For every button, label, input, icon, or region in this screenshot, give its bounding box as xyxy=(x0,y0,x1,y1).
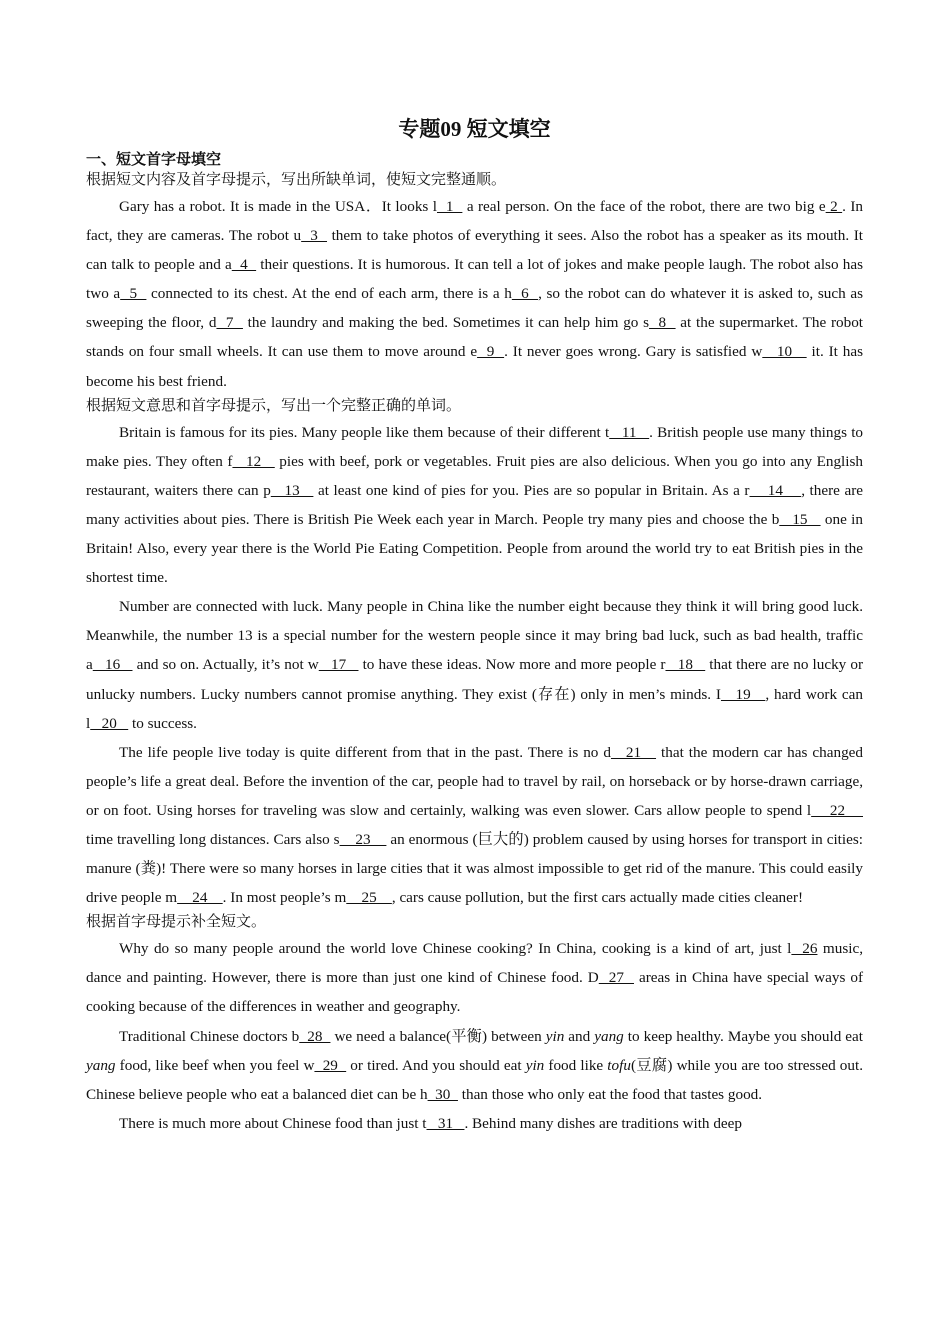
passage-text: to success. xyxy=(128,714,197,732)
passage-numbers xyxy=(86,592,863,737)
passage-text: , so the robot can do whatever it is asked to, such as sweeping the floor, d xyxy=(86,285,864,332)
passage-text: an enormous (巨大的) problem caused by using horses for transport in cities: manure (粪)! There were so many horses in large cities that it was almost impossible to get rid of the manure. This could easily drive people m xyxy=(86,830,863,907)
passage-text: or tired. And you should eat xyxy=(346,1056,526,1074)
passage-text: connected to its chest. At the end of each arm, there is a h xyxy=(146,285,512,303)
passage-text: . British people use many things to make pies. They often f xyxy=(86,423,864,470)
passage-text: areas in China have special ways of cooking because of the differences in weather and geography. xyxy=(86,969,864,1016)
passage-text: and xyxy=(564,1027,595,1045)
answer-blank[interactable]: 24 xyxy=(177,889,223,907)
answer-blank[interactable]: 27 xyxy=(598,969,634,987)
answer-blank[interactable]: 6 xyxy=(511,285,539,303)
passage-text: . It never goes wrong. Gary is satisfied w xyxy=(504,343,763,361)
answer-blank[interactable]: 3 xyxy=(301,227,328,245)
passage-traditions xyxy=(86,1109,863,1138)
answer-blank[interactable]: 2 xyxy=(825,198,843,215)
passage-text: them to take photos of everything it sees. Also the robot has a speaker as its mouth. It can talk to people and a xyxy=(86,227,863,274)
passage-robot xyxy=(86,192,863,396)
answer-blank[interactable]: 13 xyxy=(270,481,314,499)
answer-blank[interactable]: 1 xyxy=(437,198,463,215)
passage-text: at least one kind of pies for you. Pies are so popular in Britain. As a r xyxy=(313,481,750,499)
answer-blank[interactable]: 19 xyxy=(720,685,766,703)
document-page xyxy=(86,112,863,1138)
passage-text: The life people live today is quite different from that in the past. There is no d xyxy=(119,743,611,761)
answer-blank[interactable]: 30 xyxy=(427,1085,458,1103)
passage-text: time travelling long distances. Cars also s xyxy=(86,830,340,848)
page-title: 专题09 短文填空 xyxy=(398,117,551,141)
passage-text: that the modern car has changed people’s life a great deal. Before the invention of the car, people had to travel by rail, on horseback or by horse-drawn carriage, or on foot. Using horses for traveling was slow and certainly, walking was even slower. Cars allow people to spend l xyxy=(86,743,864,819)
passage-text: to keep healthy. Maybe you should eat xyxy=(623,1027,864,1045)
passage-text: it. It has become his best friend. xyxy=(86,343,863,390)
passage-yin-yang xyxy=(86,1022,863,1109)
passage-text: Number are connected with luck. Many people in China like the number eight because they think it will bring good luck. Meanwhile, the number 13 is a special number for the western people since it may bring bad luck, such as bad health, traffic a xyxy=(86,598,863,674)
answer-blank[interactable]: 8 xyxy=(649,314,676,332)
instruction-2: 根据短文意思和首字母提示，写出一个完整正确的单词。 xyxy=(86,397,462,414)
passage-text: . In most people’s m xyxy=(222,889,347,907)
passage-text: a real person. On the face of the robot, there are two big e xyxy=(462,198,826,215)
answer-blank[interactable]: 23 xyxy=(339,830,387,848)
italic-term: yin xyxy=(525,1056,545,1074)
italic-term: yin xyxy=(545,1027,565,1045)
passage-text: their questions. It is humorous. It can tell a lot of jokes and make people laugh. The robot also has two a xyxy=(86,256,863,303)
passage-text: , there are many activities about pies. There is British Pie Week each year in March. People try many pies and choose the b xyxy=(86,481,864,528)
passage-text: to have these ideas. Now more and more people r xyxy=(358,656,666,674)
passage-text: . In fact, they are cameras. The robot u xyxy=(86,198,864,245)
answer-blank[interactable]: 17 xyxy=(318,656,359,674)
answer-blank[interactable]: 4 xyxy=(231,256,257,274)
passage-cars xyxy=(86,738,863,913)
passage-text: at the supermarket. The robot stands on four small wheels. It can use them to move around e xyxy=(86,314,864,361)
passage-text: that there are no lucky or unlucky numbers. Lucky numbers cannot promise anything. They exist (存在) only in men’s minds. I xyxy=(86,656,864,703)
passage-chinese-cooking xyxy=(86,934,863,1021)
passage-text: one in Britain! Also, every year there is the World Pie Eating Competition. People from around the world try to eat British pies in the shortest time. xyxy=(86,510,863,587)
italic-term: tofu xyxy=(607,1056,631,1074)
italic-term: yang xyxy=(594,1027,624,1045)
answer-blank[interactable]: 14 xyxy=(749,481,802,499)
answer-blank[interactable]: 22 xyxy=(811,801,863,819)
answer-blank[interactable]: 26 xyxy=(791,940,818,958)
passage-text: , hard work can l xyxy=(86,685,864,732)
passage-text: music, dance and painting. However, there is more than just one kind of Chinese food. D xyxy=(86,940,863,987)
passage-text: There is much more about Chinese food than just t xyxy=(119,1114,427,1132)
section-heading: 一、短文首字母填空 xyxy=(86,152,222,168)
answer-blank[interactable]: 11 xyxy=(609,423,650,441)
passage-text: (豆腐) while you are too stressed out. Chinese believe people who eat a balanced diet can be h xyxy=(86,1056,864,1103)
passage-text: Gary has a robot. It is made in the USA．It looks l xyxy=(119,198,437,215)
answer-blank[interactable]: 18 xyxy=(665,656,706,674)
answer-blank[interactable]: 7 xyxy=(216,314,243,332)
answer-blank[interactable]: 29 xyxy=(314,1056,347,1074)
passage-text: pies with beef, pork or vegetables. Fruit pies are also delicious. When you go into any English restaurant, waiters there can p xyxy=(86,452,863,499)
passage-text: , cars cause pollution, but the first cars actually made cities cleaner! xyxy=(391,889,804,907)
answer-blank[interactable]: 15 xyxy=(779,510,821,528)
passage-text: and so on. Actually, it’s not w xyxy=(132,656,319,674)
passage-text: than those who only eat the food that tastes good. xyxy=(457,1085,763,1103)
answer-blank[interactable]: 21 xyxy=(610,743,657,761)
passage-text: food like xyxy=(544,1056,608,1074)
passage-text: Why do so many people around the world love Chinese cooking? In China, cooking is a kind of art, just l xyxy=(119,940,792,958)
answer-blank[interactable]: 25 xyxy=(346,889,392,907)
passage-text: Britain is famous for its pies. Many people like them because of their different t xyxy=(119,423,610,441)
passage-pies xyxy=(86,418,863,593)
answer-blank[interactable]: 9 xyxy=(477,343,505,361)
answer-blank[interactable]: 5 xyxy=(120,285,147,303)
passage-text: Traditional Chinese doctors b xyxy=(119,1027,300,1045)
passage-text: we need a balance(平衡) between xyxy=(330,1027,546,1045)
answer-blank[interactable]: 20 xyxy=(90,714,129,732)
passage-text: the laundry and making the bed. Sometimes it can help him go s xyxy=(242,314,650,332)
passage-text: food, like beef when you feel w xyxy=(115,1056,315,1074)
answer-blank[interactable]: 16 xyxy=(92,656,133,674)
instruction-1: 根据短文内容及首字母提示，写出所缺单词，使短文完整通顺。 xyxy=(86,172,507,188)
passage-text: . Behind many dishes are traditions with deep xyxy=(464,1114,742,1132)
answer-blank[interactable]: 10 xyxy=(762,343,807,361)
answer-blank[interactable]: 31 xyxy=(426,1114,465,1132)
instruction-3: 根据首字母提示补全短文。 xyxy=(86,914,267,931)
answer-blank[interactable]: 28 xyxy=(299,1027,331,1045)
italic-term: yang xyxy=(86,1056,116,1074)
answer-blank[interactable]: 12 xyxy=(232,452,275,470)
